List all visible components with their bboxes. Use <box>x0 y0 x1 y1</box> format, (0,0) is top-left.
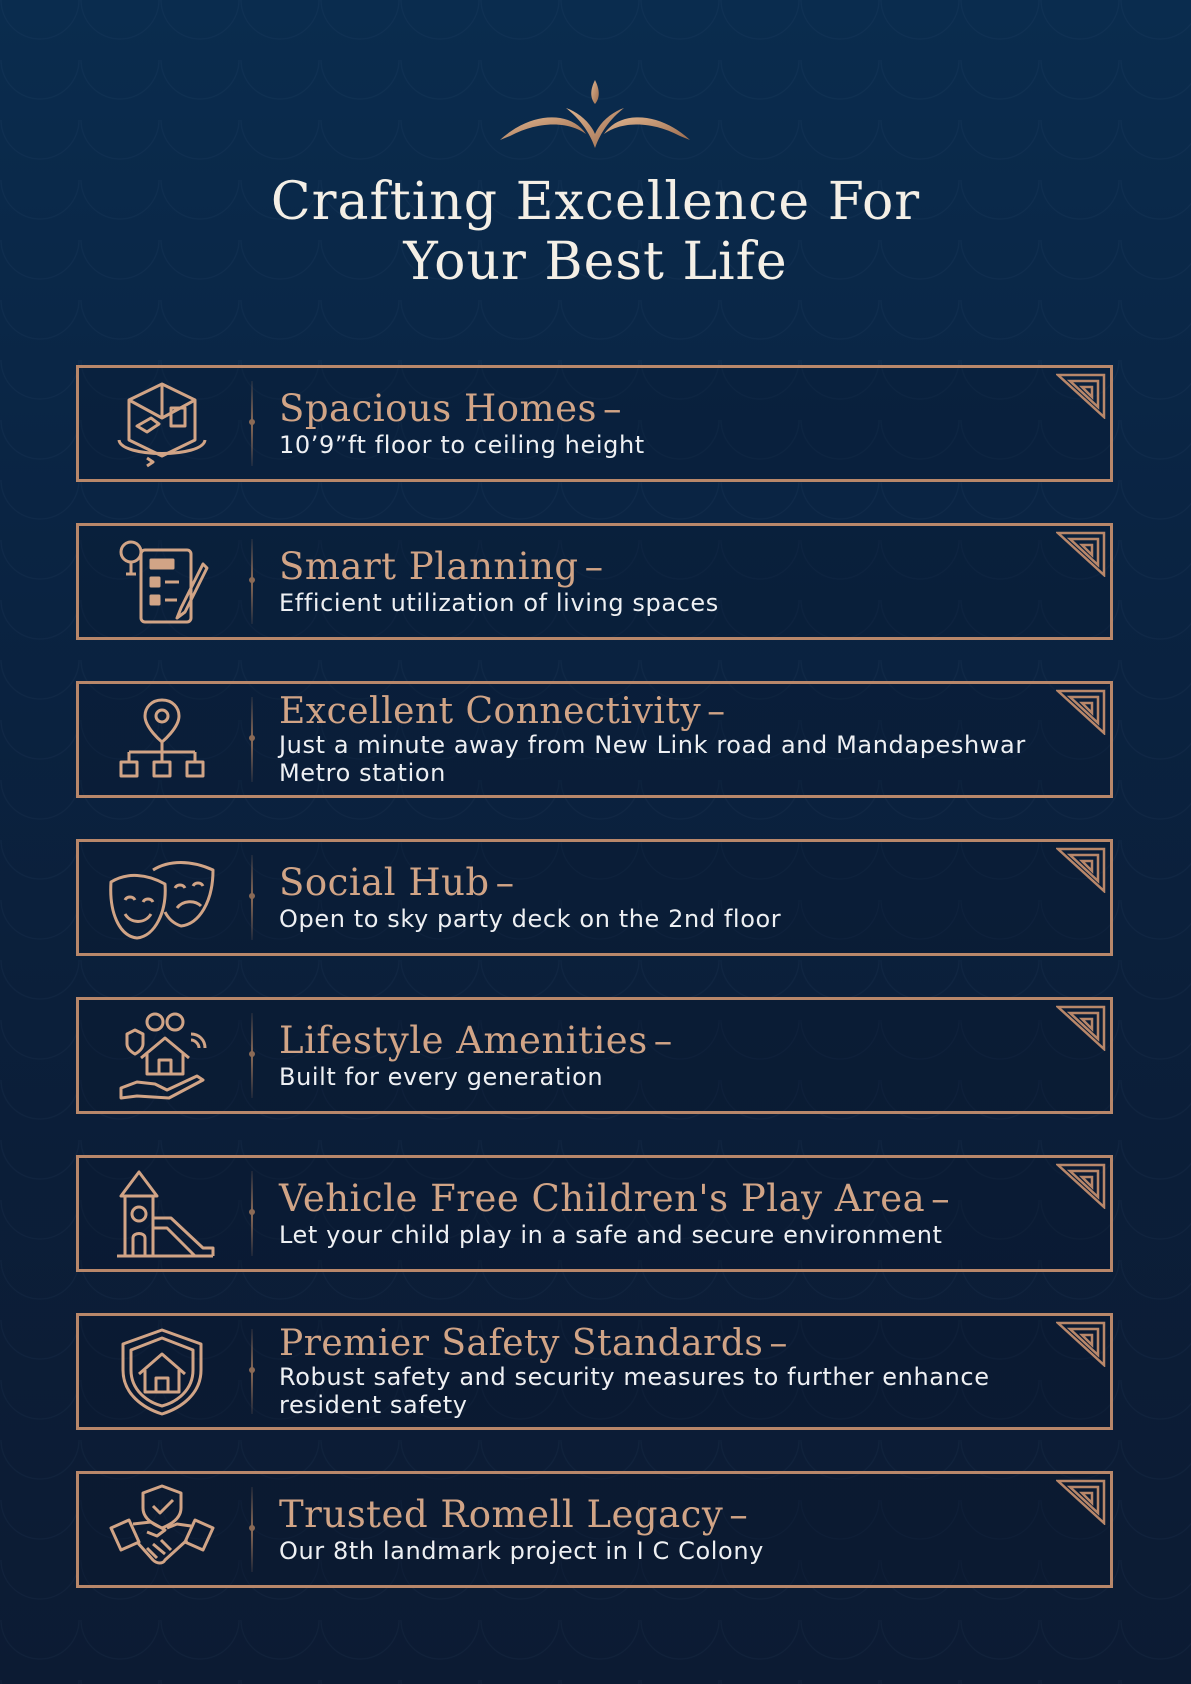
feature-description: Let your child play in a safe and secure environment <box>279 1220 943 1249</box>
title-line-1: Crafting Excellence For <box>270 172 921 232</box>
divider <box>251 539 253 624</box>
feature-title: Excellent Connectivity – <box>279 690 726 732</box>
feature-description: Open to sky party deck on the 2nd floor <box>279 904 782 933</box>
corner-ornament-icon <box>1056 1321 1106 1367</box>
divider <box>251 855 253 940</box>
feature-description: Built for every generation <box>279 1062 604 1091</box>
feature-title: Premier Safety Standards – <box>279 1322 788 1364</box>
feature-card-safety-standards <box>76 1313 1113 1430</box>
page-title <box>0 172 1191 292</box>
location-network-icon <box>107 694 217 786</box>
corner-ornament-icon <box>1056 689 1106 735</box>
planning-checklist-icon <box>107 536 217 628</box>
feature-title: Trusted Romell Legacy – <box>279 1492 749 1536</box>
360-room-icon <box>107 378 217 470</box>
theatre-masks-icon <box>107 852 217 944</box>
divider <box>251 697 253 782</box>
playground-slide-icon <box>107 1168 217 1260</box>
feature-card-excellent-connectivity <box>76 681 1113 798</box>
shield-home-icon <box>107 1326 217 1418</box>
feature-title: Lifestyle Amenities – <box>279 1018 673 1062</box>
feature-card-lifestyle-amenities <box>76 997 1113 1114</box>
handshake-shield-icon <box>107 1484 217 1576</box>
feature-card-spacious-homes <box>76 365 1113 482</box>
divider <box>251 1013 253 1098</box>
feature-title: Spacious Homes – <box>279 386 623 430</box>
title-line-2: Your Best Life <box>403 232 788 292</box>
home-amenities-icon <box>107 1010 217 1102</box>
feature-description: 10’9”ft floor to ceiling height <box>279 430 645 459</box>
divider <box>251 1329 253 1414</box>
ornament-icon <box>500 78 690 158</box>
feature-card-play-area <box>76 1155 1113 1272</box>
divider <box>251 1171 253 1256</box>
feature-card-social-hub <box>76 839 1113 956</box>
divider <box>251 1487 253 1572</box>
feature-description: Robust safety and security measures to further enhance resident safety <box>279 1362 990 1419</box>
corner-ornament-icon <box>1056 1163 1106 1209</box>
corner-ornament-icon <box>1056 847 1106 893</box>
corner-ornament-icon <box>1056 531 1106 577</box>
divider <box>251 381 253 466</box>
corner-ornament-icon <box>1056 1005 1106 1051</box>
feature-title: Vehicle Free Children's Play Area – <box>279 1176 951 1220</box>
corner-ornament-icon <box>1056 1479 1106 1525</box>
feature-description: Just a minute away from New Link road and Mandapeshwar Metro station <box>279 730 1026 787</box>
feature-title: Social Hub – <box>279 860 515 904</box>
feature-description: Efficient utilization of living spaces <box>279 588 719 617</box>
feature-card-smart-planning <box>76 523 1113 640</box>
feature-description: Our 8th landmark project in I C Colony <box>279 1536 764 1565</box>
feature-card-romell-legacy <box>76 1471 1113 1588</box>
corner-ornament-icon <box>1056 373 1106 419</box>
feature-title: Smart Planning – <box>279 544 604 588</box>
